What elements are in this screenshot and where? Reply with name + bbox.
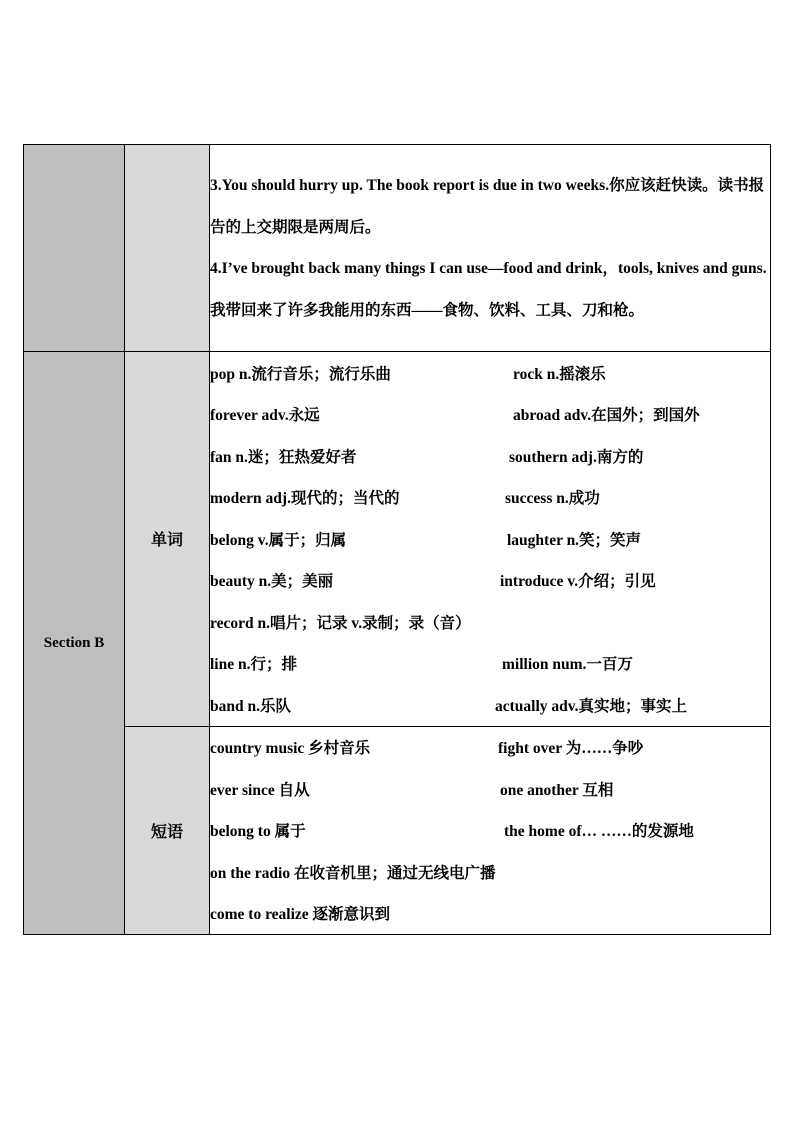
word-entry-left: beauty n.美；美丽: [210, 573, 334, 591]
phrase-entry-right: one another 互相: [500, 781, 614, 799]
phrase-row: [210, 768, 770, 810]
section-label: Section B: [24, 352, 125, 935]
words-category-label: 单词: [125, 352, 210, 727]
words-row: [24, 352, 771, 727]
phrase-entry-left: ever since 自从: [210, 781, 310, 799]
empty-section-cell: [24, 145, 125, 352]
word-row: [210, 560, 770, 602]
phrases-cell: [210, 726, 771, 935]
word-entry-left: band n.乐队: [210, 697, 291, 715]
word-entry-right: success n.成功: [505, 490, 600, 508]
phrase-entry-left: come to realize 逐渐意识到: [210, 906, 391, 924]
word-row: [210, 601, 770, 643]
phrase-entry-right: the home of… ……的发源地: [504, 823, 694, 841]
phrase-entry-right: fight over 为……争吵: [498, 740, 644, 758]
word-row: [210, 477, 770, 519]
word-entry-right: rock n.摇滚乐: [513, 365, 606, 383]
phrase-entry-left: on the radio 在收音机里；通过无线电广播: [210, 864, 496, 882]
word-entry-right: laughter n.笑；笑声: [507, 531, 642, 549]
phrase-row: [210, 810, 770, 852]
phrases-list: [210, 727, 770, 935]
word-entry-right: actually adv.真实地；事实上: [495, 697, 688, 715]
word-row: [210, 352, 770, 394]
word-entry-left: fan n.迷；狂热爱好者: [210, 448, 357, 466]
word-entry-left: belong v.属于；归属: [210, 531, 347, 549]
phrase-row: [210, 893, 770, 935]
word-entry-right: southern adj.南方的: [509, 448, 644, 466]
phrase-entry-left: belong to 属于: [210, 823, 306, 841]
word-entry-left: record n.唱片；记录 v.录制；录（音）: [210, 614, 471, 632]
phrases-row: [24, 726, 771, 935]
vocabulary-table: [23, 144, 771, 935]
word-entry-right: abroad adv.在国外；到国外: [513, 407, 700, 425]
word-entry-right: million num.一百万: [502, 656, 633, 674]
words-list: [210, 352, 770, 726]
sentence-3: 3.You should hurry up. The book report is due in two weeks.你应该赶快读。读书报告的上交期限是两周后。: [210, 177, 765, 236]
word-row: [210, 394, 770, 436]
word-entry-left: pop n.流行音乐；流行乐曲: [210, 365, 391, 383]
phrases-category-label: 短语: [125, 726, 210, 935]
word-row: [210, 518, 770, 560]
phrase-row: [210, 851, 770, 893]
sentences-cell: [210, 145, 771, 352]
empty-category-cell: [125, 145, 210, 352]
word-row: [210, 684, 770, 726]
sentence-4: 4.I’ve brought back many things I can use—food and drink，tools, knives and guns.我带回来了许多我能用的东西——食物、饮料、工具、刀和枪。: [210, 260, 767, 319]
word-entry-left: modern adj.现代的；当代的: [210, 490, 400, 508]
words-cell: [210, 352, 771, 727]
word-entry-left: forever adv.永远: [210, 407, 320, 425]
word-entry-left: line n.行；排: [210, 656, 297, 674]
word-row: [210, 643, 770, 685]
word-row: [210, 435, 770, 477]
phrase-row: [210, 727, 770, 769]
word-entry-right: introduce v.介绍；引见: [500, 573, 656, 591]
sentence-row: [24, 145, 771, 352]
phrase-entry-left: country music 乡村音乐: [210, 740, 371, 758]
